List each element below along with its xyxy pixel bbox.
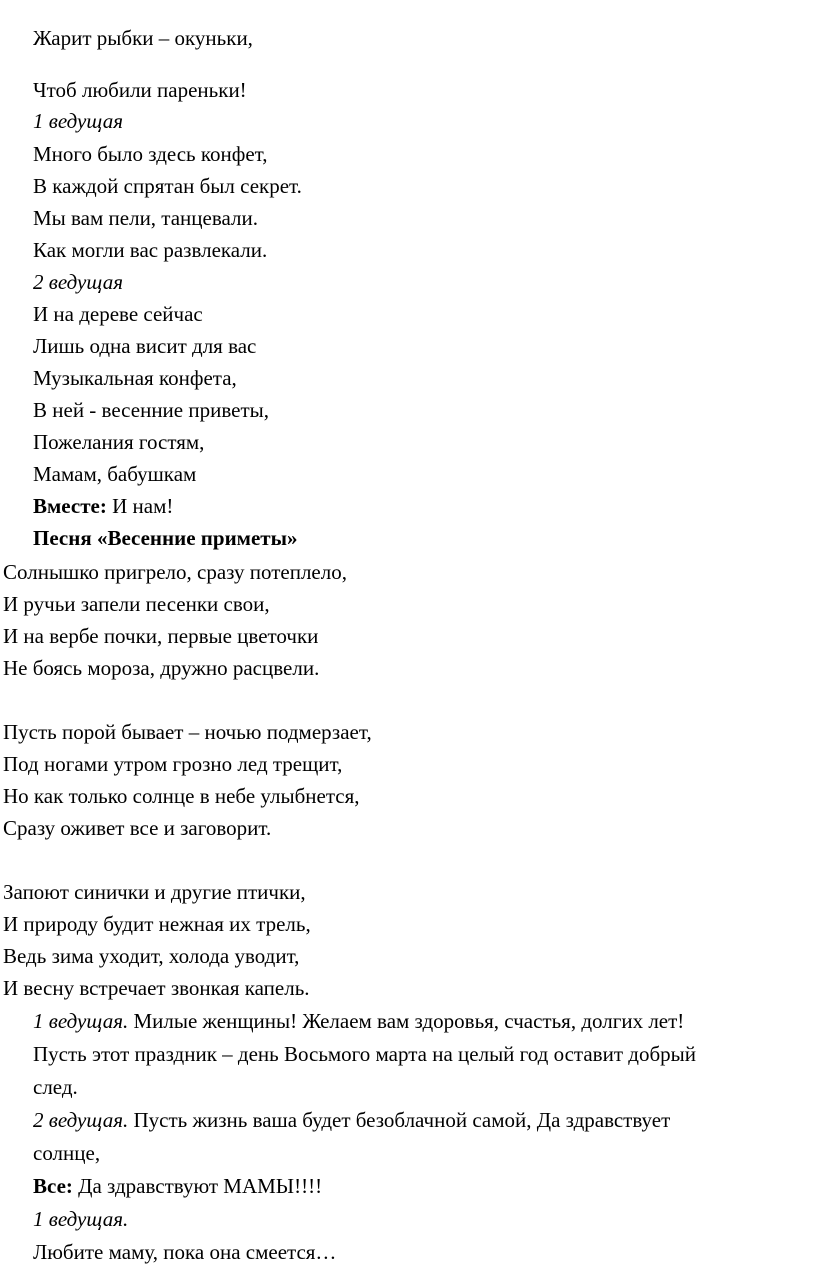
song-line: Пусть порой бывает – ночью подмерзает,: [3, 720, 372, 744]
closing-line: Любите маму, пока она смеется…: [33, 1240, 337, 1264]
poem-line: Мамам, бабушкам: [33, 462, 197, 486]
poem-line: Мы вам пели, танцевали.: [33, 206, 258, 230]
poem-line: Жарит рыбки – окуньки,: [33, 26, 253, 50]
closing-line: солнце,: [33, 1141, 101, 1165]
poem-line: В каждой спрятан был секрет.: [33, 174, 302, 198]
poem-line: Лишь одна висит для вас: [33, 334, 257, 358]
song-line: И ручьи запели песенки свои,: [3, 592, 270, 616]
closing-text: Пусть жизнь ваша будет безоблачной самой, Да здравствует: [128, 1108, 671, 1132]
poem-line: Музыкальная конфета,: [33, 366, 237, 390]
speaker-label: 1 ведущая: [33, 109, 123, 133]
poem-line: И на дереве сейчас: [33, 302, 203, 326]
closing-line: Пусть этот праздник – день Восьмого марта на целый год оставит добрый: [33, 1042, 696, 1066]
song-line: Не боясь мороза, дружно расцвели.: [3, 656, 320, 680]
together-line: [33, 492, 173, 520]
closing-line: след.: [33, 1075, 78, 1099]
song-line: И весну встречает звонкая капель.: [3, 976, 310, 1000]
song-line: И на вербе почки, первые цветочки: [3, 624, 319, 648]
speaker-label: 2 ведущая.: [33, 1108, 129, 1132]
speaker-label: 1 ведущая.: [33, 1009, 129, 1033]
speaker-label: 2 ведущая: [33, 270, 123, 294]
together-text: И нам!: [106, 494, 174, 518]
closing-text: Милые женщины! Желаем вам здоровья, счастья, долгих лет!: [128, 1009, 685, 1033]
song-line: И природу будит нежная их трель,: [3, 912, 311, 936]
poem-line: В ней - весенние приветы,: [33, 398, 269, 422]
song-line: Запоют синички и другие птички,: [3, 880, 306, 904]
song-line: Но как только солнце в небе улыбнется,: [3, 784, 360, 808]
song-line: Сразу оживет все и заговорит.: [3, 816, 272, 840]
all-label: Все:: [33, 1174, 73, 1198]
song-line: Под ногами утром грозно лед трещит,: [3, 752, 343, 776]
closing-line: [33, 1007, 684, 1035]
speaker-label: 1 ведущая.: [33, 1207, 129, 1231]
song-line: Солнышко пригрело, сразу потеплело,: [3, 560, 347, 584]
poem-line: Как могли вас развлекали.: [33, 238, 268, 262]
poem-line: Пожелания гостям,: [33, 430, 205, 454]
all-text: Да здравствуют МАМЫ!!!!: [72, 1174, 323, 1198]
poem-line: Много было здесь конфет,: [33, 142, 268, 166]
song-line: Ведь зима уходит, холода уводит,: [3, 944, 300, 968]
closing-line: [33, 1106, 670, 1134]
closing-line: [33, 1172, 322, 1200]
poem-line: Чтоб любили пареньки!: [33, 78, 247, 102]
together-label: Вместе:: [33, 494, 107, 518]
song-title: Песня «Весенние приметы»: [33, 526, 298, 550]
